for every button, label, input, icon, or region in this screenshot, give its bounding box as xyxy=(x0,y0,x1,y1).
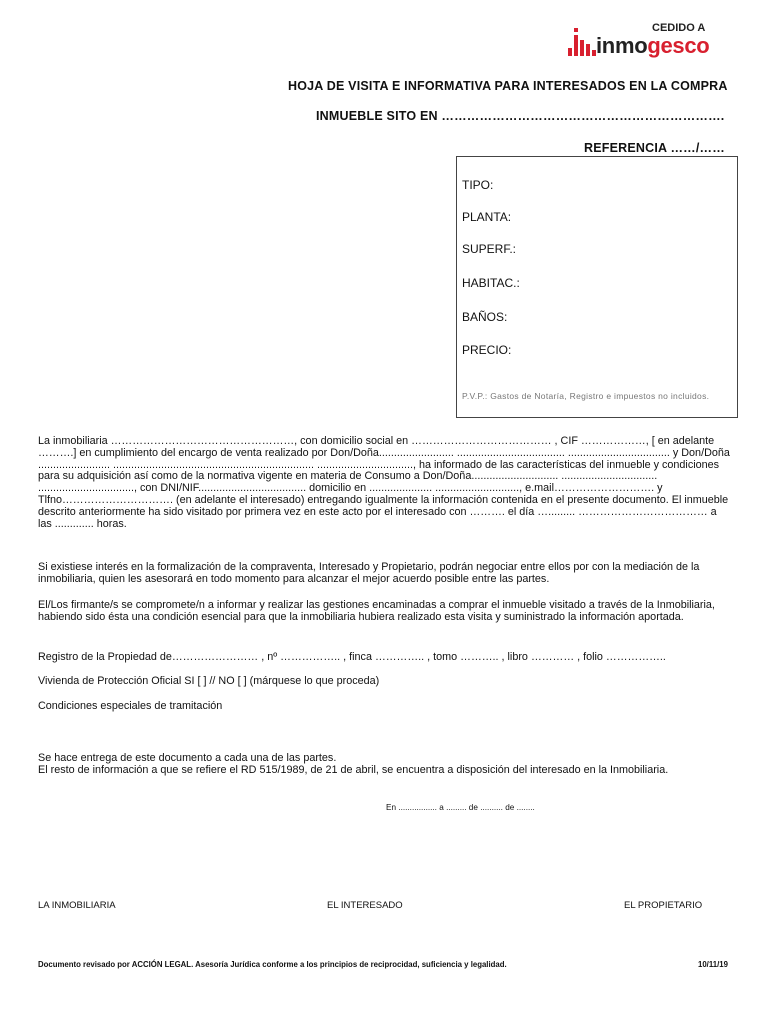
registro-line: Registro de la Propiedad de…………………… , nº …………….. , finca ………….. , tomo ……….. , libro ………… , folio …………….. xyxy=(38,651,666,663)
property-details-box xyxy=(456,156,738,418)
footer-legal-text: Documento revisado por ACCIÓN LEGAL. Asesoría Jurídica conforme a los principios de reciprocidad, suficiencia y legalidad. xyxy=(38,960,507,969)
document-title: HOJA DE VISITA E INFORMATIVA PARA INTERESADOS EN LA COMPRA xyxy=(288,79,728,93)
lugar-fecha-line: En ................. a ......... de .......... de ........ xyxy=(386,803,535,812)
planta-field: PLANTA: xyxy=(462,210,512,224)
entrega-line-2: El resto de información a que se refiere el RD 515/1989, de 21 de abril, se encuentra a disposición del interesado en la Inmobiliaria. xyxy=(38,764,669,776)
superficie-field: SUPERF.: xyxy=(462,242,517,256)
signature-interesado: EL INTERESADO xyxy=(327,900,403,911)
inmueble-line: INMUEBLE SITO EN …………………………………………………………. xyxy=(316,109,725,123)
signature-propietario: EL PROPIETARIO xyxy=(624,900,703,911)
paragraph-visita: La inmobiliaria ……………………………………………, con domicilio social en ………………………………… , CIF ………………, [ en adelante ……….] en cumplimiento del encargo de venta realizado por Don/Doña......................... .................................... .................................. y Don/Doña ........................ ................................................................... ................................, ha informado de las características del inmueble y condiciones para su adquisición así como de la normativa vigente en materia de Consumo a Don/Doña............................. ................................ ................................, con DNI/NIF.................................... domicilio en ..................... ............................, e.mail………………………. y Tlfno…………………………. (en adelante el interesado) entregando igualmente la información contenida en el presente documento. El inmueble descrito anteriormente ha sido visitado por primera vez en este acto por el interesado con ………. el día …......... ……………………………… a las ............. horas. xyxy=(38,435,730,530)
vivienda-line: Vivienda de Protección Oficial SI [ ] // NO [ ] (márquese lo que proceda) xyxy=(38,675,380,687)
logo xyxy=(566,22,736,62)
habitaciones-field: HABITAC.: xyxy=(462,276,520,290)
logo-brand xyxy=(596,33,709,59)
pvp-note: P.V.P.: Gastos de Notaría, Registro e impuestos no incluidos. xyxy=(462,391,710,401)
signature-inmobiliaria: LA INMOBILIARIA xyxy=(38,900,116,911)
entrega-line-1: Se hace entrega de este documento a cada una de las partes. xyxy=(38,752,337,764)
logo-brand-gesco: gesco xyxy=(647,33,710,58)
banos-field: BAÑOS: xyxy=(462,310,508,324)
paragraph-compromiso: El/Los firmante/s se compromete/n a informar y realizar las gestiones encaminadas a comprar el inmueble visitado a través de la Inmobiliaria, habiendo sido ésta una condición esencial para que la inmobiliaria hubiera realizado esta visita y suministrado la información aportada. xyxy=(38,599,715,623)
referencia-line: REFERENCIA ……/…… xyxy=(584,141,725,155)
footer-date: 10/11/19 xyxy=(698,960,728,969)
condiciones-line: Condiciones especiales de tramitación xyxy=(38,700,223,712)
precio-field: PRECIO: xyxy=(462,343,512,357)
tipo-field: TIPO: xyxy=(462,178,494,192)
paragraph-interes: Si existiese interés en la formalización de la compraventa, Interesado y Propietario, podrán negociar entre ellos por con la mediación de la inmobiliaria, quien les asesorará en todo momento para alcanzar el mejor acuerdo posible entre las partes. xyxy=(38,561,700,585)
logo-cedido-text: CEDIDO A xyxy=(652,22,706,34)
logo-brand-inmo: inmo xyxy=(596,33,648,58)
building-logo-icon xyxy=(568,26,598,58)
